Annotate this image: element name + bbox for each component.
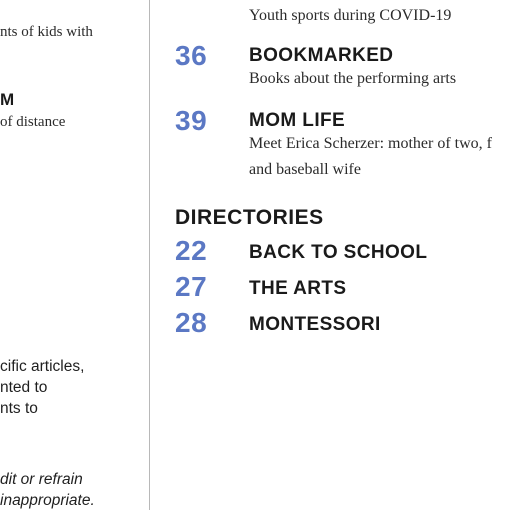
left-text-line: of distance bbox=[0, 114, 66, 130]
left-column bbox=[0, 0, 149, 512]
page-number: 28 bbox=[175, 307, 208, 338]
left-italic-line: inappropriate. bbox=[0, 492, 95, 509]
left-heading-fragment: M bbox=[0, 90, 15, 109]
left-italic-line: dit or refrain bbox=[0, 471, 83, 488]
item-description: Books about the performing arts bbox=[249, 70, 457, 87]
left-paragraph-line: nted to bbox=[0, 379, 48, 396]
item-description: Meet Erica Scherzer: mother of two, f bbox=[249, 135, 493, 152]
left-paragraph-line: cific articles, bbox=[0, 358, 85, 375]
page-number: 36 bbox=[175, 40, 208, 71]
item-description: and baseball wife bbox=[249, 161, 361, 178]
left-text-line: nts of kids with bbox=[0, 24, 93, 40]
page-number: 27 bbox=[175, 271, 208, 302]
item-title: MONTESSORI bbox=[249, 314, 381, 335]
section-heading: DIRECTORIES bbox=[175, 206, 324, 229]
column-divider bbox=[149, 0, 150, 510]
item-title: BOOKMARKED bbox=[249, 45, 394, 66]
left-paragraph-line: nts to bbox=[0, 400, 38, 417]
page-number: 39 bbox=[175, 105, 208, 136]
item-title: THE ARTS bbox=[249, 278, 347, 299]
item-title: MOM LIFE bbox=[249, 110, 346, 131]
item-description: Youth sports during COVID-19 bbox=[249, 7, 452, 24]
page-number: 22 bbox=[175, 235, 208, 266]
item-title: BACK TO SCHOOL bbox=[249, 242, 428, 263]
